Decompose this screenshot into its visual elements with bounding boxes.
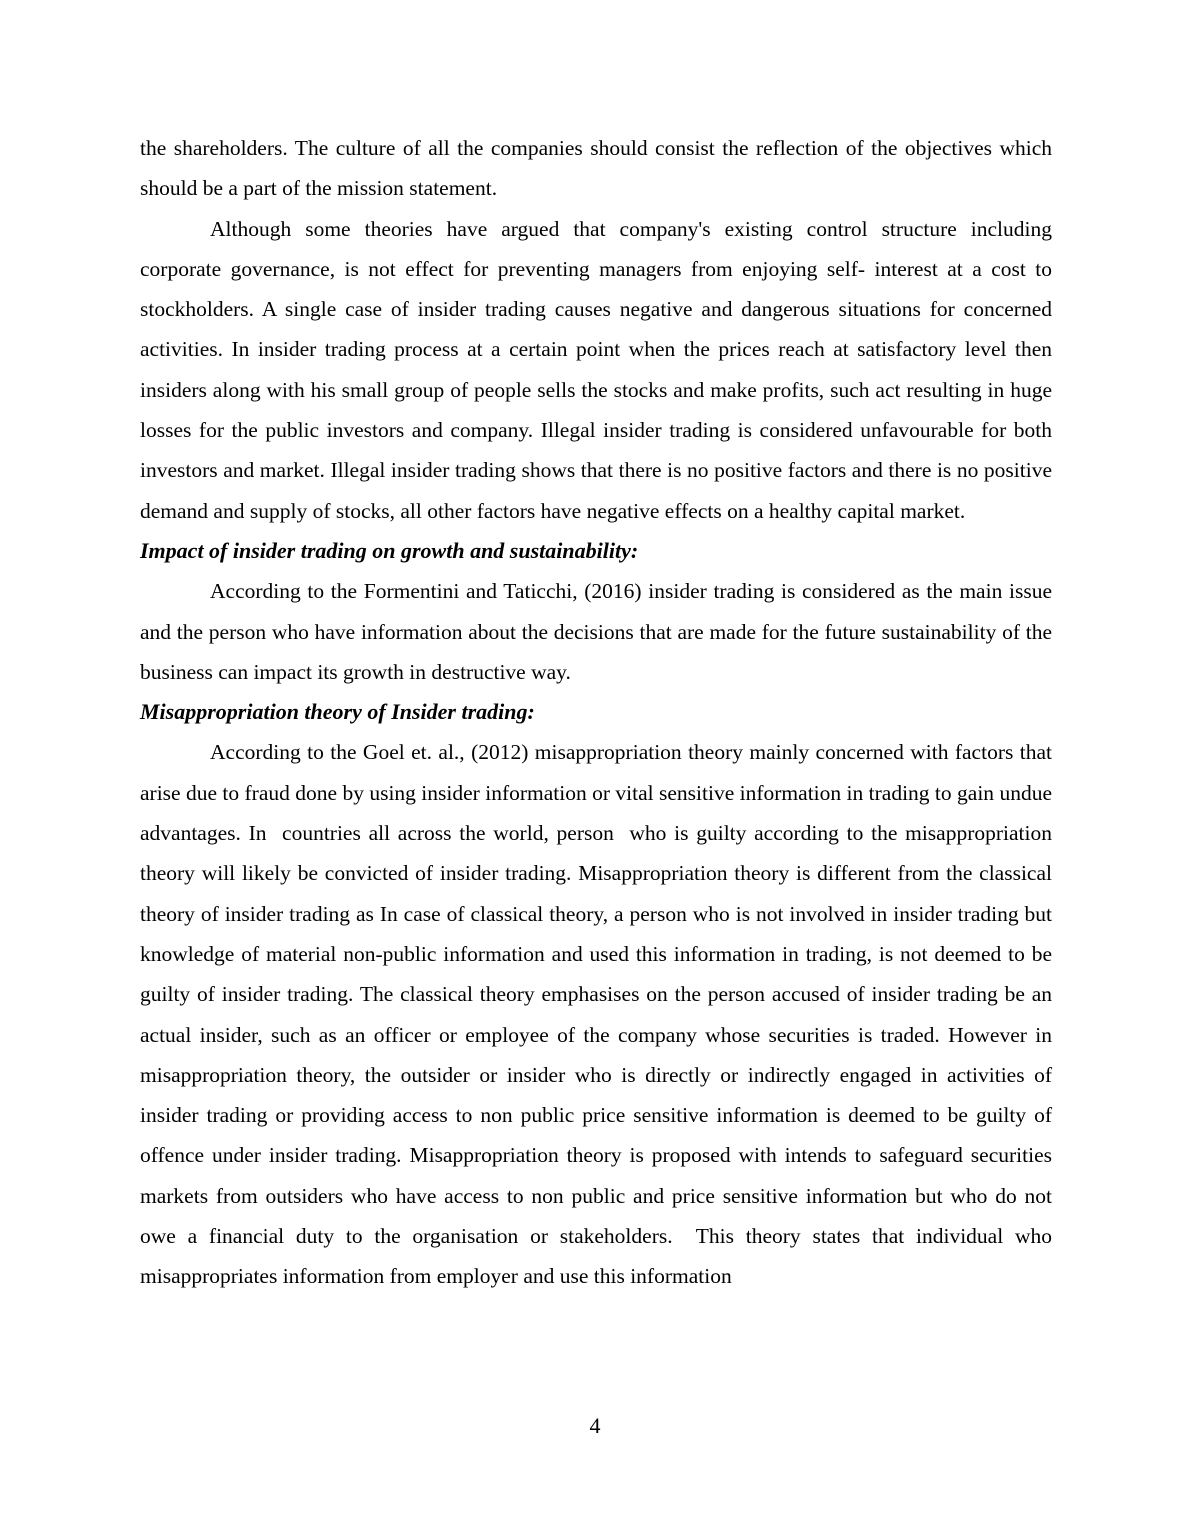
paragraph-insider-trading-effects: Although some theories have argued that company's existing control structure including corporate governance, is not effect for preventing managers from enjoying self- interest at a cost to stockholders. A single case of insider trading causes negative and dangerous situations for concerned activities. In insider trading process at a certain point when the prices reach at satisfactory level then insiders along with his small group of people sells the stocks and make profits, such act resulting in huge losses for the public investors and company. Illegal insider trading is considered unfavourable for both investors and market. Illegal insider trading shows that there is no positive factors and there is no positive demand and supply of stocks, all other factors have negative effects on a healthy capital market. (140, 216, 1058, 523)
paragraph-misappropriation-theory: According to the Goel et. al., (2012) misappropriation theory mainly concerned with factors that arise due to fraud done by using insider information or vital sensitive information in trading to gain undue advantages. In countries all across the world, person who is guilty according to the misappropriation theory will likely be convicted of insider trading. Misappropriation theory is different from the classical theory of insider trading as In case of classical theory, a person who is not involved in insider trading but knowledge of material non-public information and used this information in trading, is not deemed to be guilty of insider trading. The classical theory emphasises on the person accused of insider trading be an actual insider, such as an officer or employee of the company whose securities is traded. However in misappropriation theory, the outsider or insider who is directly or indirectly engaged in activities of insider trading or providing access to non public price sensitive information is deemed to be guilty of offence under insider trading. Misappropriation theory is proposed with intends to safeguard securities markets from outsiders who have access to non public and price sensitive information but who do not owe a financial duty to the organisation or stakeholders. This theory states that individual who misappropriates information from employer and use this information (140, 740, 1058, 1289)
text-content (140, 128, 1058, 1297)
section-heading-misappropriation: Misappropriation theory of Insider trading: (140, 699, 535, 725)
section-heading-impact: Impact of insider trading on growth and sustainability: (140, 537, 639, 563)
paragraph-continuation: the shareholders. The culture of all the companies should consist the reflection of the objectives which should be a part of the mission statement. (140, 136, 1058, 201)
page-number: 4 (589, 1413, 601, 1438)
paragraph-impact-growth: According to the Formentini and Taticchi, (2016) insider trading is considered as the main issue and the person who have information about the decisions that are made for the future sustainability of the business can impact its growth in destructive way. (140, 579, 1058, 684)
